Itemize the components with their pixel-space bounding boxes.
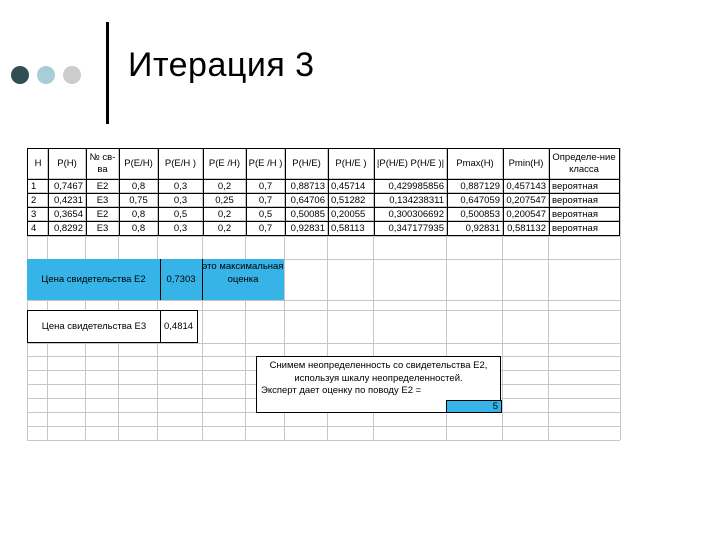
table-cell: 0,8292: [53, 222, 83, 234]
table-cell: 0,3654: [53, 208, 83, 220]
table-cell: 0,581132: [507, 222, 546, 234]
table-cell: E2: [96, 208, 109, 220]
table-cell: 0,2: [217, 222, 232, 234]
header-cell: |P(H/E) P(H/E )|: [376, 158, 445, 169]
table-cell: 0,7: [258, 222, 273, 234]
table-cell: 0,647059: [460, 194, 500, 206]
evidence-price-e2-value: 0,7303: [166, 274, 196, 285]
table-cell: вероятная: [552, 208, 598, 220]
evidence-price-e2-label: Цена свидетельства E2: [41, 274, 146, 285]
header-cell: P(E /H): [208, 158, 241, 169]
table-cell: 0,3: [173, 180, 188, 192]
table-cell: 0,50085: [290, 208, 325, 220]
table-cell: вероятная: [552, 222, 598, 234]
spreadsheet: [27, 148, 620, 440]
header-cell: Pmax(H): [456, 158, 494, 169]
uncertainty-note-text: Снимем неопределенность со свидетельства E2, используя шкалу неопределенностей.: [269, 360, 488, 384]
expert-question: Эксперт дает оценку по поводу E2 =: [261, 385, 422, 396]
expert-estimate-input[interactable]: 5: [446, 400, 502, 413]
table-cell: 0,2: [217, 180, 232, 192]
table-cell: 0,88713: [290, 180, 325, 192]
table-cell: 4: [31, 222, 37, 234]
table-cell: 0,92831: [290, 222, 325, 234]
table-cell: 0,134238311: [389, 194, 444, 206]
header-cell: P(E/H): [124, 158, 153, 169]
table-cell: 0,3: [173, 194, 188, 206]
evidence-price-e3-label: Цена свидетельства E3: [41, 321, 147, 332]
header-cell: P(H): [57, 158, 77, 169]
table-cell: 0,3: [173, 222, 188, 234]
table-cell: 0,207547: [506, 194, 546, 206]
table-cell: 0,64706: [290, 194, 325, 206]
results-table: [27, 148, 620, 236]
table-cell: 0,20055: [331, 208, 366, 220]
table-cell: 0,92831: [465, 222, 500, 234]
evidence-price-e2-block: [27, 259, 284, 300]
table-cell: 0,457143: [506, 180, 546, 192]
table-cell: 0,300306692: [388, 208, 444, 220]
table-cell: 0,200547: [506, 208, 546, 220]
table-cell: 0,7467: [53, 180, 83, 192]
table-cell: 0,8: [131, 222, 146, 234]
table-cell: 0,5: [173, 208, 188, 220]
header-cell: P(H/E): [292, 158, 321, 169]
table-cell: 3: [31, 208, 37, 220]
table-cell: 0,5: [258, 208, 273, 220]
table-cell: E3: [96, 194, 109, 206]
table-cell: 1: [31, 180, 37, 192]
max-estimate-note: это максимальная оценка: [202, 261, 284, 285]
title-divider: [106, 22, 109, 124]
light-blue-dot-icon: [37, 66, 55, 84]
header-cell: P(E /H ): [248, 158, 283, 169]
table-cell: 0,75: [129, 194, 148, 206]
header-cell: P(H/E ): [335, 158, 367, 169]
table-cell: 0,429985856: [388, 180, 444, 192]
table-cell: 2: [31, 194, 37, 206]
header-cell: P(E/H ): [164, 158, 197, 169]
dark-dot-icon: [11, 66, 29, 84]
table-cell: 0,500853: [460, 208, 500, 220]
table-cell: 0,4231: [53, 194, 83, 206]
evidence-price-e3-value: 0,4814: [164, 321, 194, 332]
header-cell: H: [34, 158, 42, 169]
table-cell: 0,8: [131, 180, 146, 192]
table-cell: 0,7: [258, 194, 273, 206]
table-cell: E3: [96, 222, 109, 234]
table-cell: 0,2: [217, 208, 232, 220]
table-cell: E2: [96, 180, 109, 192]
table-cell: 0,887129: [460, 180, 500, 192]
slide-title: Итерация 3: [128, 46, 315, 84]
table-cell: 0,7: [258, 180, 273, 192]
gray-dot-icon: [63, 66, 81, 84]
table-cell: 0,25: [215, 194, 234, 206]
table-cell: вероятная: [552, 194, 598, 206]
header-cell: Определе-ние класса: [552, 152, 616, 175]
header-cell: Pmin(H): [508, 158, 544, 169]
table-cell: 0,347177935: [388, 222, 444, 234]
table-cell: 0,8: [131, 208, 146, 220]
table-cell: вероятная: [552, 180, 598, 192]
table-cell: 0,51282: [331, 194, 366, 206]
table-cell: 0,45714: [331, 180, 366, 192]
table-cell: 0,58113: [331, 222, 365, 234]
header-cell: № св-ва: [89, 152, 116, 175]
